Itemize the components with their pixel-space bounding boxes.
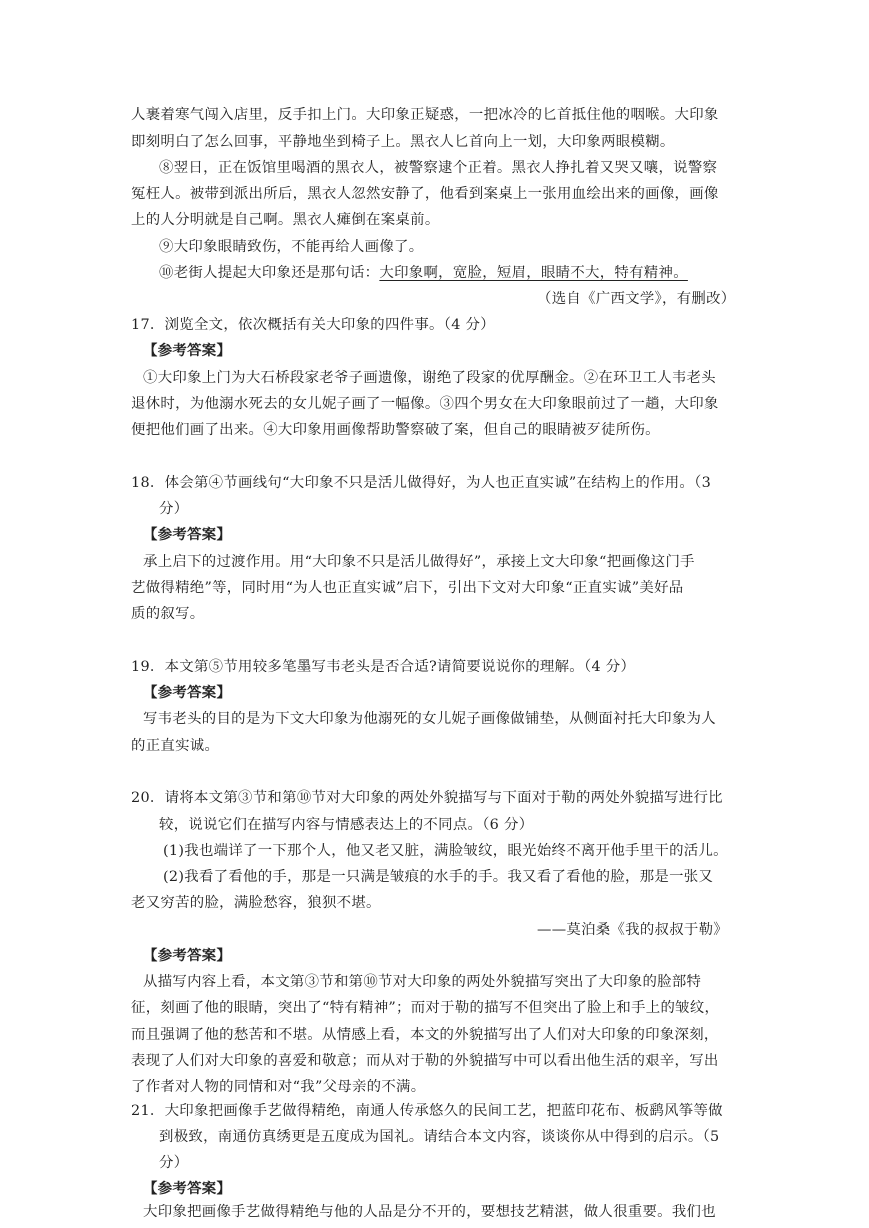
quote-line: (1)我也端详了一下那个人，他又老又脏，满脸皱纹，眼光始终不离开他手里干的活儿。 xyxy=(163,843,728,859)
answer-17-line: ①大印象上门为大石桥段家老爷子画遗像，谢绝了段家的优厚酬金。②在环卫工人韦老头 xyxy=(143,370,716,386)
question-18-cont: 分） xyxy=(159,501,189,517)
answer-21-line: 大印象把画像手艺做得精绝与他的人品是分不开的，要想技艺精湛，做人很重要。我们也 xyxy=(143,1204,716,1220)
story-line: 即刻明白了怎么回事，平静地坐到椅子上。黑衣人匕首向上一划，大印象两眼模糊。 xyxy=(131,134,675,150)
answer-20-line: 从描写内容上看，本文第③节和第⑩节对大印象的两处外貌描写突出了大印象的脸部特 xyxy=(143,974,702,990)
answer-20-line: 了作者对人物的同情和对“我”父母亲的不满。 xyxy=(131,1079,426,1095)
story-line: 冤枉人。被带到派出所后，黑衣人忽然安静了，他看到案桌上一张用血绘出来的画像，画像 xyxy=(131,186,719,202)
question-17: 17．浏览全文，依次概括有关大印象的四件事。（4 分） xyxy=(131,317,495,333)
story-line: ⑧翌日，正在饭馆里喝酒的黑衣人，被警察逮个正着。黑衣人挣扎着又哭又嚷，说警察 xyxy=(159,160,718,176)
question-20: 20．请将本文第③节和第⑩节对大印象的两处外貌描写与下面对于勒的两处外貌描写进行比 xyxy=(131,790,723,806)
answer-17-line: 退休时，为他溺水死去的女儿妮子画了一幅像。③四个男女在大印象眼前过了一趟，大印象 xyxy=(131,396,719,412)
answer-20-line: 征，刻画了他的眼睛，突出了“特有精神”；而对于勒的描写不但突出了脸上和手上的皱纹， xyxy=(131,1000,720,1016)
story-paragraph-10 xyxy=(159,262,688,284)
quote-line: (2)我看了看他的手，那是一只满是皱痕的水手的手。我又看了看他的脸，那是一张又 xyxy=(163,869,714,885)
question-21: 21．大印象把画像手艺做得精绝，南通人传承悠久的民间工艺，把蓝印花布、板鹞风筝等做 xyxy=(131,1103,723,1119)
answer-18-line: 承上启下的过渡作用。用“大印象不只是活儿做得好”，承接上文大印象“把画像这门手 xyxy=(143,554,695,570)
question-21-cont: 到极致，南通仿真绣更是五度成为国礼。请结合本文内容，谈谈你从中得到的启示。（5 xyxy=(159,1129,720,1145)
answer-20-line: 而且强调了他的愁苦和不堪。从情感上看，本文的外貌描写出了人们对大印象的印象深刻， xyxy=(131,1027,719,1043)
answer-label: 【参考答案】 xyxy=(143,684,232,701)
quote-line: 老又穷苦的脸，满脸愁容，狼狈不堪。 xyxy=(131,895,381,911)
answer-19-line: 写韦老头的目的是为下文大印象为他溺死的女儿妮子画像做铺垫，从侧面衬托大印象为人 xyxy=(143,711,716,727)
answer-17-line: 便把他们画了出来。④大印象用画像帮助警察破了案，但自己的眼睛被歹徒所伤。 xyxy=(131,422,660,438)
underlined-sentence: 大印象啊，宽脸，短眉，眼睛不大，特有精神。 xyxy=(379,265,688,281)
source-citation: （选自《广西文学》，有删改） xyxy=(537,291,736,307)
answer-20-line: 表现了人们对大印象的喜爱和敬意；而从对于勒的外貌描写中可以看出他生活的艰辛，写出 xyxy=(131,1053,719,1069)
answer-label: 【参考答案】 xyxy=(143,342,232,359)
answer-label: 【参考答案】 xyxy=(143,947,232,964)
question-20-cont: 较，说说它们在描写内容与情感表达上的不同点。（6 分） xyxy=(159,817,534,833)
quote-citation: ——莫泊桑《我的叔叔于勒》 xyxy=(537,922,728,938)
answer-19-line: 的正直实诚。 xyxy=(131,738,220,754)
story-line: 上的人分明就是自己啊。黑衣人瘫倒在案桌前。 xyxy=(131,212,440,228)
answer-18-line: 质的叙写。 xyxy=(131,606,205,622)
story-line: ⑨大印象眼睛致伤，不能再给人画像了。 xyxy=(159,239,424,255)
story-line: 人裹着寒气闯入店里，反手扣上门。大印象正疑惑，一把冰冷的匕首抵住他的咽喉。大印象 xyxy=(131,107,719,123)
answer-18-line: 艺做得精绝”等，同时用“为人也正直实诚”启下，引出下文对大印象“正直实诚”美好品 xyxy=(131,580,684,596)
question-18: 18．体会第④节画线句“大印象不只是活儿做得好，为人也正直实诚”在结构上的作用。（3 xyxy=(131,475,712,491)
answer-label: 【参考答案】 xyxy=(143,1180,232,1197)
answer-label: 【参考答案】 xyxy=(143,526,232,543)
story-p10-prefix: ⑩老街人提起大印象还是那句话： xyxy=(159,265,380,281)
question-21-cont: 分） xyxy=(159,1155,189,1171)
question-19: 19．本文第⑤节用较多笔墨写韦老头是否合适?请简要说说你的理解。（4 分） xyxy=(131,659,636,675)
